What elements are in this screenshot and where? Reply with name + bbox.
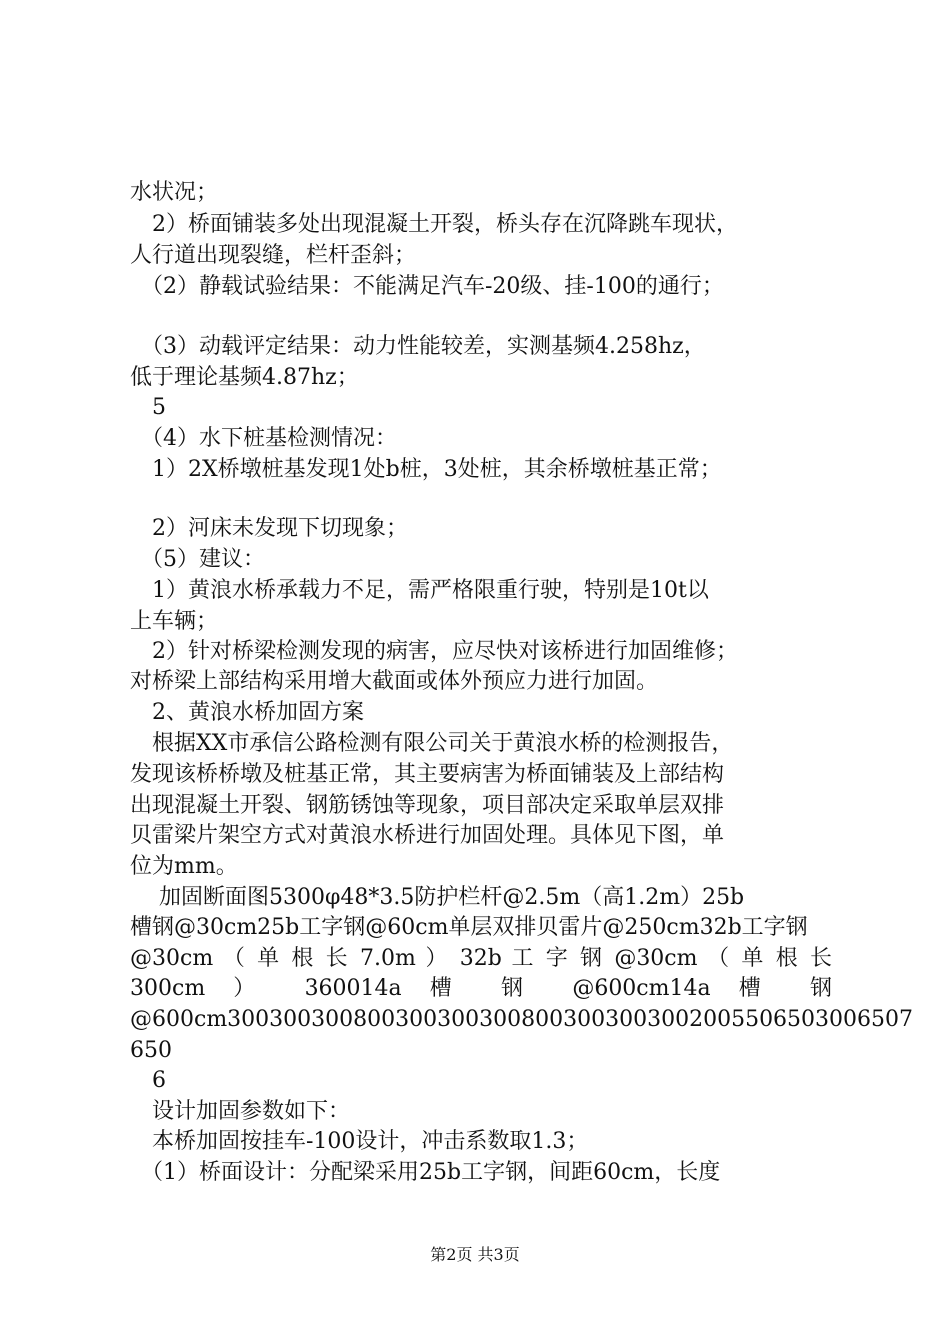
text-line: 650 xyxy=(130,1038,172,1063)
text-line: （1）桥面设计：分配梁采用25b工字钢，间距60cm，长度 xyxy=(130,1160,721,1185)
text-line: 设计加固参数如下： xyxy=(130,1099,351,1124)
text-line: @30cm （ 单 根 长 7.0m ） 32b 工 字 钢 @30cm （ 单 根 长 xyxy=(130,946,832,971)
page-number-marker: 6 xyxy=(130,1068,166,1093)
text-line: 2）针对桥梁检测发现的病害，应尽快对该桥进行加固维修； xyxy=(130,639,738,664)
text-line: 低于理论基频4.87hz； xyxy=(130,365,359,390)
text-line: 贝雷梁片架空方式对黄浪水桥进行加固处理。具体见下图，单 xyxy=(130,823,725,848)
text-line: （2）静载试验结果：不能满足汽车-20级、挂-100的通行； xyxy=(130,274,724,299)
text-line: 1）2X桥墩桩基发现1处b桩，3处桩，其余桥墩桩基正常； xyxy=(130,457,722,482)
text-line: （4）水下桩基检测情况： xyxy=(130,426,397,451)
text-line: @600cm3003003008003003003008003003003002005506503006507 xyxy=(130,1007,914,1032)
text-line: （5）建议： xyxy=(130,547,265,572)
text-line: （3）动载评定结果：动力性能较差，实测基频4.258hz， xyxy=(130,334,706,359)
text-line: 2）河床未发现下切现象； xyxy=(130,516,408,541)
text-line: 300cm ） 360014a 槽 钢 @600cm14a 槽 钢 xyxy=(130,976,832,1001)
text-line: 人行道出现裂缝，栏杆歪斜； xyxy=(130,243,417,268)
text-line: 出现混凝土开裂、钢筋锈蚀等现象，项目部决定采取单层双排 xyxy=(130,793,725,818)
text-line: 上车辆； xyxy=(130,609,219,634)
text-line: 根据XX市承信公路检测有限公司关于黄浪水桥的检测报告， xyxy=(130,731,734,756)
page-footer: 第2页 共3页 xyxy=(430,1245,520,1264)
page-number-marker: 5 xyxy=(130,395,166,420)
text-line: 1）黄浪水桥承载力不足，需严格限重行驶，特别是10t以 xyxy=(130,578,709,603)
section-heading: 2、黄浪水桥加固方案 xyxy=(130,700,364,725)
text-line: 水状况； xyxy=(130,180,219,205)
text-line: 位为mm。 xyxy=(130,854,238,879)
text-line: 2）桥面铺装多处出现混凝土开裂，桥头存在沉降跳车现状， xyxy=(130,212,738,237)
text-line: 槽钢@30cm25b工字钢@60cm单层双排贝雷片@250cm32b工字钢 xyxy=(130,915,808,940)
text-line: 本桥加固按挂车-100设计，冲击系数取1.3； xyxy=(130,1129,589,1154)
text-line: 对桥梁上部结构采用增大截面或体外预应力进行加固。 xyxy=(130,669,659,694)
text-line: 发现该桥桥墩及桩基正常，其主要病害为桥面铺装及上部结构 xyxy=(130,762,725,787)
text-line: 加固断面图5300φ48*3.5防护栏杆@2.5m（高1.2m）25b xyxy=(130,885,745,910)
